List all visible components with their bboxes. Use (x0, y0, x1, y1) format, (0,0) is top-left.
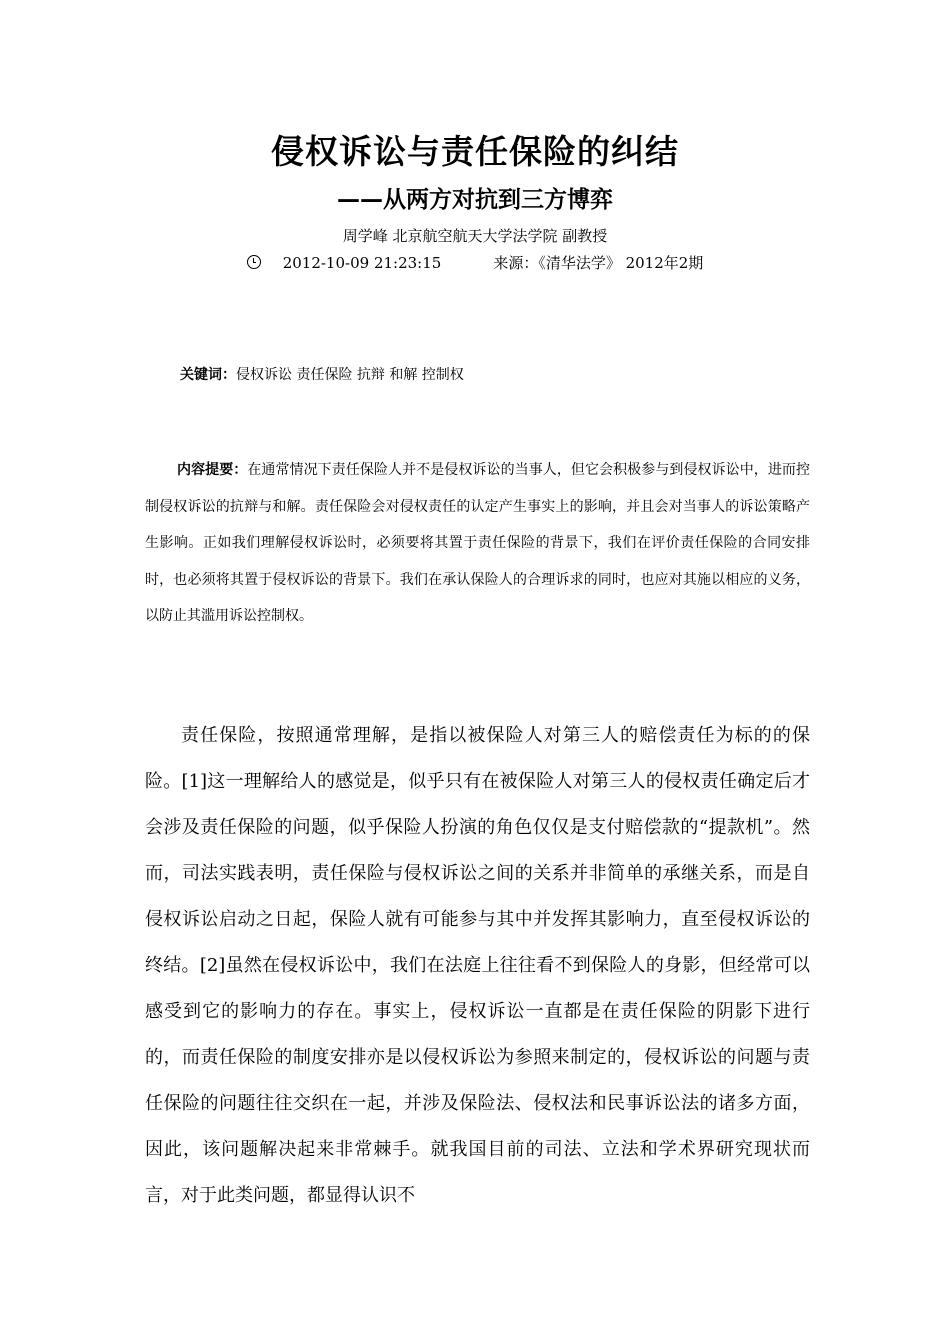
article-subtitle: ——从两方对抗到三方博弈 (337, 187, 613, 213)
article-source: 来源：《清华法学》 2012年2期 (493, 254, 704, 272)
keywords (180, 364, 820, 386)
keywords-label: 关键词： (180, 367, 236, 383)
article-title: 侵权诉讼与责任保险的纠结 (271, 132, 679, 171)
abstract-text: 在通常情况下责任保险人并不是侵权诉讼的当事人，但它会积极参与到侵权诉讼中，进而控制侵权诉讼的抗辩与和解。责任保险会对侵权责任的认定产生事实上的影响，并且会对当事人的诉讼策略产生影响。正如我们理解侵权诉讼时，必须要将其置于责任保险的背景下，我们在评价责任保险的合同安排时，也必须将其置于侵权诉讼的背景下。我们在承认保险人的合理诉求的同时，也应对其施以相应的义务，以防止其滥用诉讼控制权。 (145, 462, 811, 624)
abstract (145, 452, 810, 635)
clock-icon (247, 255, 261, 269)
article-meta (0, 252, 950, 274)
keywords-text: 侵权诉讼 责任保险 抗辩 和解 控制权 (236, 367, 464, 383)
body-paragraph: 责任保险，按照通常理解，是指以被保险人对第三人的赔偿责任为标的的保险。[1]这一理解给人的感觉是，似乎只有在被保险人对第三人的侵权责任确定后才会涉及责任保险的问题，似乎保险人扮演的角色仅仅是支付赔偿款的“提款机”。然而，司法实践表明，责任保险与侵权诉讼之间的关系并非简单的承继关系，而是自侵权诉讼启动之日起，保险人就有可能参与其中并发挥其影响力，直至侵权诉讼的终结。[2]虽然在侵权诉讼中，我们在法庭上往往看不到保险人的身影，但经常可以感受到它的影响力的存在。事实上，侵权诉讼一直都是在责任保险的阴影下进行的，而责任保险的制度安排亦是以侵权诉讼为参照来制定的，侵权诉讼的问题与责任保险的问题往往交织在一起，并涉及保险法、侵权法和民事诉讼法的诸多方面，因此，该问题解决起来非常棘手。就我国目前的司法、立法和学术界研究现状而言，对于此类问题，都显得认识不 (145, 725, 810, 1206)
author-line: 周学峰 北京航空航天大学法学院 副教授 (342, 227, 608, 245)
abstract-label: 内容提要： (177, 462, 248, 478)
publish-datetime: 2012-10-09 21:23:15 (282, 254, 442, 272)
